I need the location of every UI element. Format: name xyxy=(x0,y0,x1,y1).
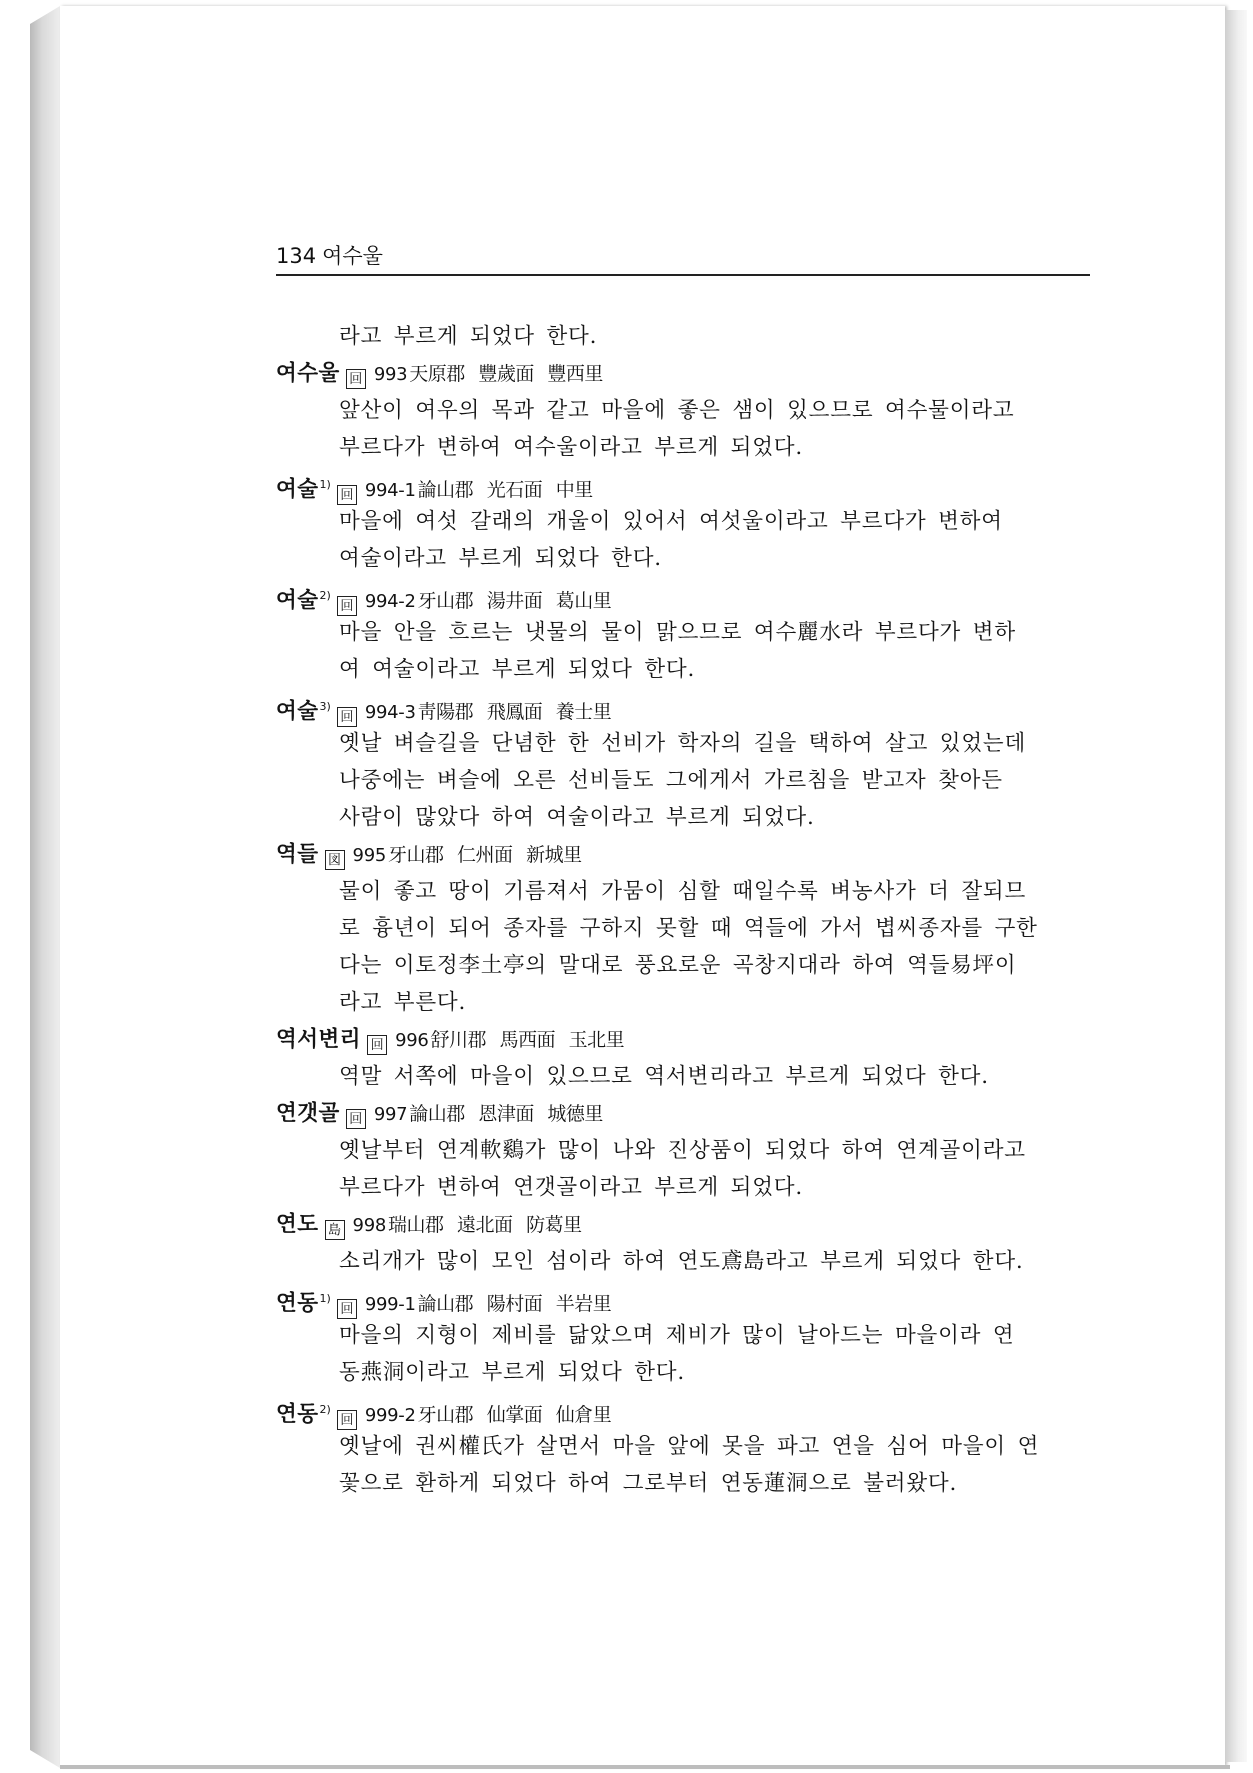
entry-headword: 여술 xyxy=(276,588,319,614)
entry-definition-line: 옛날에 권씨權氏가 살면서 마을 앞에 못을 파고 연을 심어 마을이 연 xyxy=(339,1434,1040,1459)
entry-type-marker: 図 xyxy=(325,850,345,870)
header-rule xyxy=(276,274,1090,276)
entry-headword: 여수울 xyxy=(276,361,340,386)
entry-definition-line: 역말 서쪽에 마을이 있으므로 역서변리라고 부르게 되었다 한다. xyxy=(339,1064,989,1089)
entry-headword: 역들 xyxy=(276,842,319,867)
entry-number: 994-1 xyxy=(364,480,416,502)
entry-type-marker: 回 xyxy=(346,369,366,389)
entry-number: 999-2 xyxy=(364,1405,416,1427)
entry-type-marker: 島 xyxy=(325,1220,345,1240)
entry-number: 996 xyxy=(395,1030,429,1051)
entry-number: 994-3 xyxy=(364,702,416,724)
book-page-edges xyxy=(1225,10,1247,1762)
entry-type-marker: 回 xyxy=(337,707,357,727)
entry-homonym-number: 3) xyxy=(319,700,331,713)
entry-headword-line xyxy=(276,1095,1100,1132)
entry-headword-line xyxy=(276,577,1100,614)
entry-number: 997 xyxy=(373,1104,408,1125)
entry-headword: 여술 xyxy=(276,699,319,725)
entry-definition-line: 앞산이 여우의 목과 같고 마을에 좋은 샘이 있으므로 여수물이라고 xyxy=(339,398,1015,423)
entry-homonym-number: 1) xyxy=(319,1292,331,1305)
entry-headword-line xyxy=(276,1021,1100,1058)
entry-location: 瑞山郡 遠北面 防葛里 xyxy=(388,1214,582,1236)
entry-type-marker: 回 xyxy=(337,485,357,505)
entry-definition-line: 꽃으로 환하게 되었다 하여 그로부터 연동蓮洞으로 불러왔다. xyxy=(339,1471,958,1496)
entry-definition-line: 소리개가 많이 모인 섬이라 하여 연도鳶島라고 부르게 되었다 한다. xyxy=(339,1249,1024,1274)
entry-homonym-number: 2) xyxy=(319,589,331,602)
running-header xyxy=(276,240,383,270)
entry-headword: 연동 xyxy=(276,1402,319,1428)
entry-definition-line: 마을 안을 흐르는 냇물의 물이 맑으므로 여수麗水라 부르다가 변하 xyxy=(339,620,1016,645)
entry-definition-line: 마을의 지형이 제비를 닮았으며 제비가 많이 날아드는 마을이라 연 xyxy=(339,1323,1015,1348)
entry-location: 天原郡 豐歲面 豐西里 xyxy=(409,363,603,385)
entry-headword-line xyxy=(276,1391,1100,1428)
entry-type-marker: 回 xyxy=(367,1035,387,1055)
entry-type-marker: 回 xyxy=(337,1410,357,1430)
entry-definition-line: 옛날 벼슬길을 단념한 한 선비가 학자의 길을 택하여 살고 있었는데 xyxy=(339,731,1027,756)
entry-definition-line: 동燕洞이라고 부르게 되었다 한다. xyxy=(339,1360,685,1385)
entry-type-marker: 回 xyxy=(346,1109,366,1129)
header-title: 여수울 xyxy=(322,244,383,268)
entry-definition-line: 사람이 많았다 하여 여술이라고 부르게 되었다. xyxy=(339,805,815,830)
entry-headword: 연갯골 xyxy=(276,1101,340,1126)
entry-location: 論山郡 恩津面 城德里 xyxy=(409,1103,603,1125)
entry-headword-line xyxy=(276,1206,1100,1243)
entry-number: 995 xyxy=(352,845,387,866)
entry-definition-line: 부르다가 변하여 여수울이라고 부르게 되었다. xyxy=(339,435,803,460)
entry-definition-line: 부르다가 변하여 연갯골이라고 부르게 되었다. xyxy=(339,1175,803,1200)
entry-headword-line xyxy=(276,466,1100,503)
entry-homonym-number: 2) xyxy=(319,1403,331,1416)
entry-location: 牙山郡 湯井面 葛山里 xyxy=(417,590,612,613)
entry-headword: 여술 xyxy=(276,477,319,503)
entry-number: 999-1 xyxy=(364,1294,416,1316)
entry-headword: 역서변리 xyxy=(276,1027,362,1052)
entry-definition-line: 마을에 여섯 갈래의 개울이 있어서 여섯울이라고 부르다가 변하여 xyxy=(339,509,1003,534)
entry-headword-line xyxy=(276,355,1100,392)
entry-definition-line: 나중에는 벼슬에 오른 선비들도 그에게서 가르침을 받고자 찾아든 xyxy=(339,768,1003,793)
entry-type-marker: 回 xyxy=(337,596,357,616)
entry-homonym-number: 1) xyxy=(319,478,331,491)
entry-definition-line: 여 여술이라고 부르게 되었다 한다. xyxy=(339,657,696,682)
entry-location: 論山郡 陽村面 半岩里 xyxy=(417,1293,612,1316)
entry-headword: 연동 xyxy=(276,1291,319,1317)
entry-headword-line xyxy=(276,1280,1100,1317)
entry-headword-line xyxy=(276,836,1100,873)
entry-definition-line: 여술이라고 부르게 되었다 한다. xyxy=(339,546,662,571)
page-number: 134 xyxy=(276,244,317,268)
entry-number: 994-2 xyxy=(364,591,416,613)
entry-location: 牙山郡 仙掌面 仙倉里 xyxy=(417,1404,612,1427)
entry-definition-line: 물이 좋고 땅이 기름져서 가뭄이 심할 때일수록 벼농사가 더 잘되므 xyxy=(339,879,1027,904)
entry-definition-line: 다는 이토정李土亭의 말대로 풍요로운 곡창지대라 하여 역들易坪이 xyxy=(339,953,1017,978)
entry-number: 993 xyxy=(373,364,408,385)
entry-definition-line: 라고 부르게 되었다 한다. xyxy=(339,324,598,349)
entry-type-marker: 回 xyxy=(337,1299,357,1319)
entry-headword-line xyxy=(276,688,1100,725)
book-spine xyxy=(30,6,60,1768)
entry-location: 牙山郡 仁州面 新城里 xyxy=(388,844,582,866)
entry-location: 舒川郡 馬西面 玉北里 xyxy=(430,1029,625,1051)
entry-headword: 연도 xyxy=(276,1212,319,1237)
entry-location: 論山郡 光石面 中里 xyxy=(417,479,593,502)
entry-definition-line: 라고 부른다. xyxy=(339,990,467,1015)
entry-definition-line: 옛날부터 연계軟鷄가 많이 나와 진상품이 되었다 하여 연계골이라고 xyxy=(339,1138,1026,1163)
entry-definition-line: 로 흉년이 되어 종자를 구하지 못할 때 역들에 가서 볍씨종자를 구한 xyxy=(339,916,1038,941)
book-bottom-edge xyxy=(60,1765,1230,1769)
dictionary-entries xyxy=(276,318,1100,1502)
entry-location: 靑陽郡 飛鳳面 養士里 xyxy=(417,701,612,724)
entry-number: 998 xyxy=(352,1215,387,1236)
